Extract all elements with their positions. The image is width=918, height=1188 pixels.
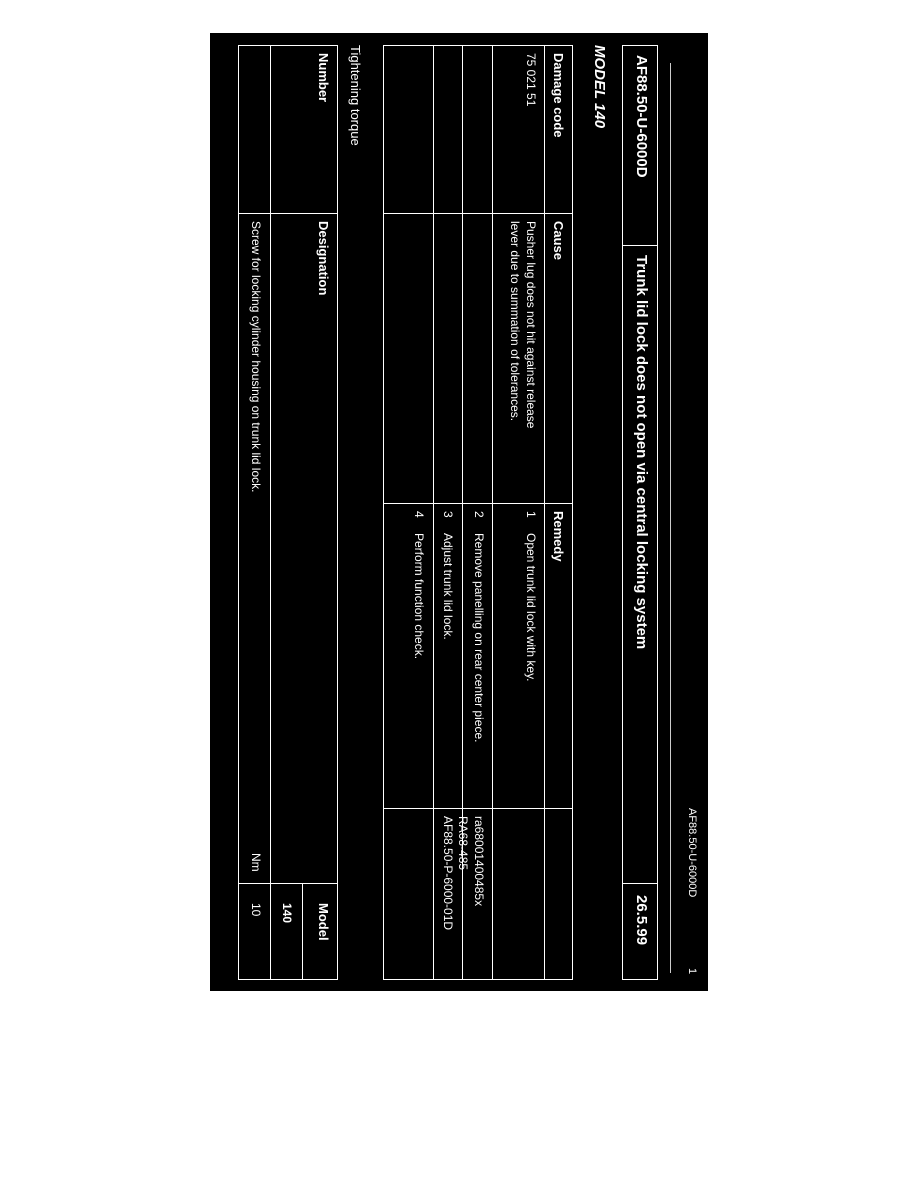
step-text: Perform function check. [412, 533, 426, 660]
step-number: 3 [441, 511, 455, 518]
col-header-remedy: Remedy [551, 511, 566, 562]
torque-value: 10 [249, 903, 263, 917]
rotated-document [210, 33, 708, 991]
title-code: AF88.50-U-6000D [633, 55, 650, 178]
page-number: 1 [686, 968, 698, 975]
torque-table [238, 45, 338, 980]
step-number: 2 [472, 511, 486, 518]
model-value: 140 [280, 903, 294, 924]
col-header-cause: Cause [551, 221, 566, 261]
model-heading: MODEL 140 [591, 45, 608, 129]
page-title: Trunk lid lock does not open via central locking system [633, 255, 650, 650]
col-header-number: Number [316, 53, 331, 103]
step-text: Adjust trunk lid lock. [441, 533, 455, 640]
step-text: Remove panelling on rear center piece. [472, 533, 486, 743]
torque-unit: Nm [249, 853, 263, 872]
col-header-damage-code: Damage code [551, 53, 566, 138]
col-header-model: Model [316, 903, 331, 941]
step-number: 1 [524, 511, 538, 518]
title-date: 26.5.99 [633, 895, 650, 946]
cause-line-1: Pusher lug does not hit against release [524, 221, 538, 429]
step-reference: ra68001400485x [472, 816, 486, 907]
scanned-page [210, 33, 708, 991]
col-header-designation: Designation [316, 221, 331, 296]
damage-code-value: 75 021 51 [524, 53, 538, 107]
step-number: 4 [412, 511, 426, 518]
step-reference: AF88.50-P-6000-01D [441, 816, 455, 931]
header-rule [670, 63, 671, 973]
header-doc-code: AF88.50-U-6000D [686, 808, 698, 898]
step-reference-2: RA68-485 [456, 816, 470, 871]
cause-line-2: lever due to summation of tolerances. [508, 221, 522, 422]
step-text: Open trunk lid lock with key. [524, 533, 538, 682]
torque-heading: Tightening torque [348, 45, 363, 146]
torque-designation: Screw for locking cylinder housing on trunk lid lock. [249, 221, 263, 493]
